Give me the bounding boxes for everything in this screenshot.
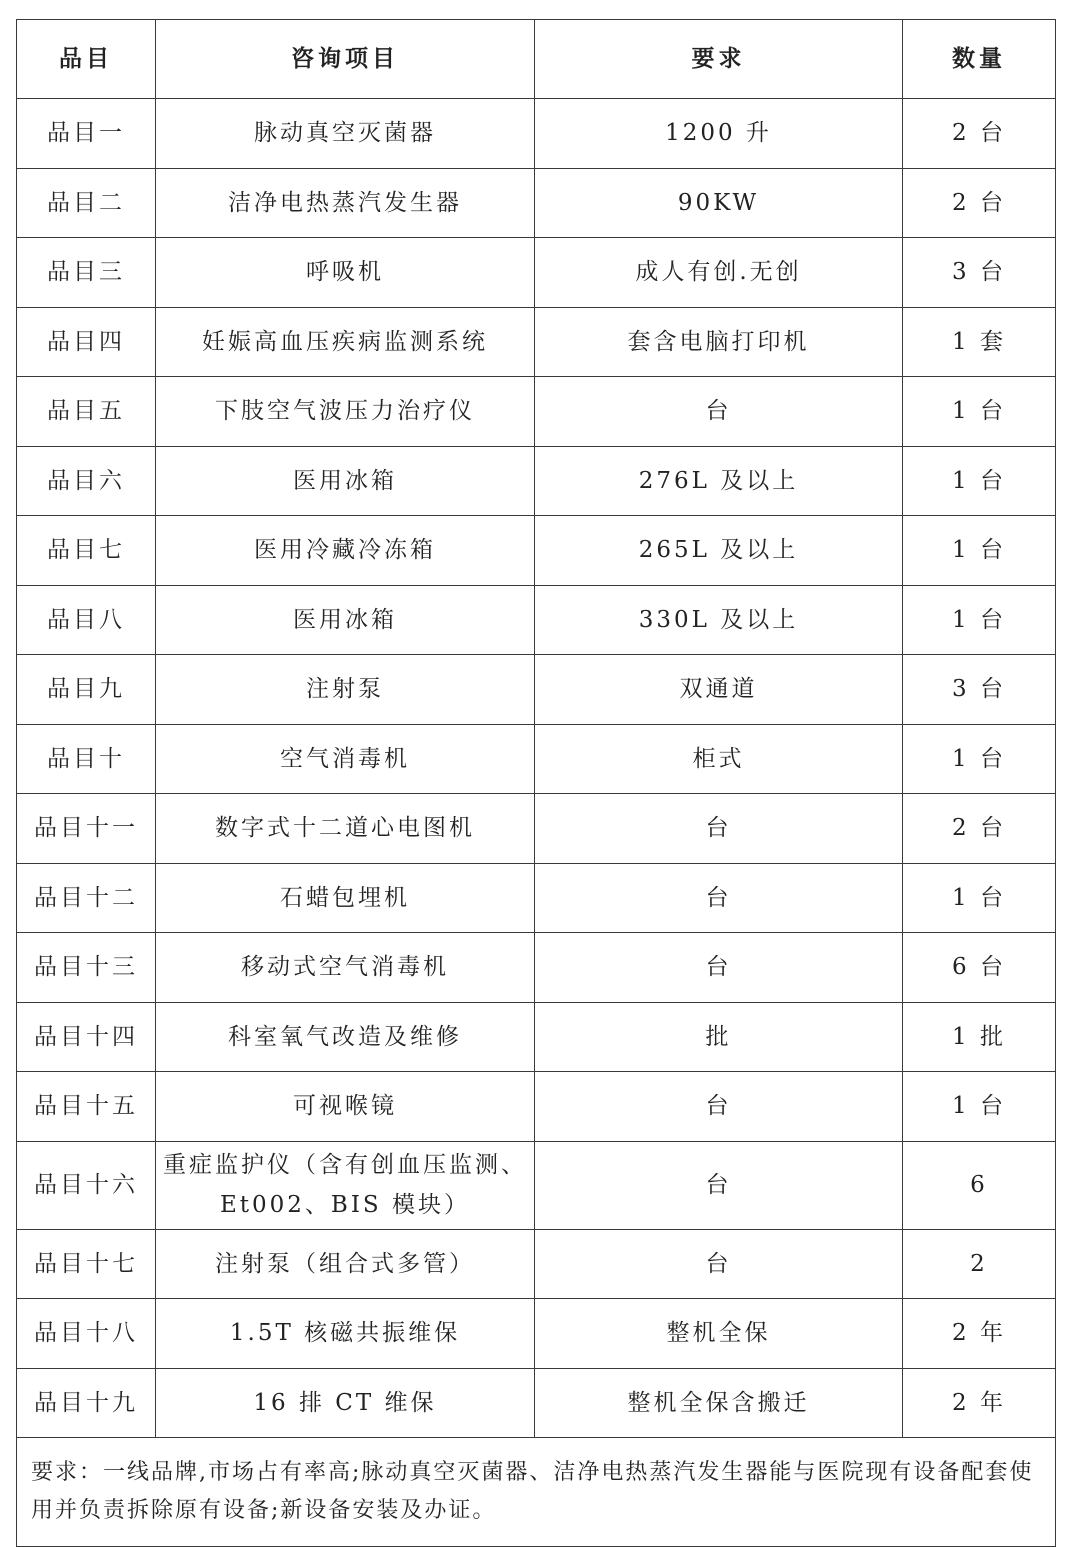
- requirements-note: 要求：一线品牌,市场占有率高;脉动真空灭菌器、洁净电热蒸汽发生器能与医院现有设备配套使用并负责拆除原有设备;新设备安装及办证。: [17, 1438, 1056, 1547]
- cell-project: 脉动真空灭菌器: [156, 99, 535, 169]
- table-row: [17, 307, 1056, 377]
- cell-quantity: 6: [903, 1141, 1056, 1229]
- cell-project-line2: Et002、BIS 模块）: [220, 1192, 470, 1218]
- cell-project: 医用冷藏冷冻箱: [156, 516, 535, 586]
- table-header-row: [17, 20, 1056, 99]
- cell-quantity: 1 套: [903, 307, 1056, 377]
- cell-item: 品目十五: [17, 1072, 156, 1142]
- cell-quantity: 1 台: [903, 863, 1056, 933]
- cell-item: 品目十三: [17, 933, 156, 1003]
- cell-project: 16 排 CT 维保: [156, 1368, 535, 1438]
- table-row: [17, 168, 1056, 238]
- cell-requirement: 台: [535, 1072, 903, 1142]
- cell-quantity: 3 台: [903, 238, 1056, 308]
- table-row: [17, 1002, 1056, 1072]
- cell-quantity: 2 年: [903, 1368, 1056, 1438]
- cell-item: 品目九: [17, 655, 156, 725]
- cell-requirement: 330L 及以上: [535, 585, 903, 655]
- cell-requirement: 双通道: [535, 655, 903, 725]
- cell-quantity: 1 台: [903, 585, 1056, 655]
- cell-item: 品目十二: [17, 863, 156, 933]
- cell-item: 品目八: [17, 585, 156, 655]
- cell-requirement: 265L 及以上: [535, 516, 903, 586]
- cell-quantity: 1 台: [903, 724, 1056, 794]
- cell-item: 品目十六: [17, 1141, 156, 1229]
- table-row: [17, 99, 1056, 169]
- cell-quantity: 1 台: [903, 446, 1056, 516]
- cell-project: 数字式十二道心电图机: [156, 794, 535, 864]
- cell-project: 医用冰箱: [156, 446, 535, 516]
- cell-project: 科室氧气改造及维修: [156, 1002, 535, 1072]
- requirements-sheet: [16, 19, 1055, 1547]
- header-quantity: 数量: [903, 20, 1056, 99]
- cell-project: 移动式空气消毒机: [156, 933, 535, 1003]
- cell-requirement: 套含电脑打印机: [535, 307, 903, 377]
- cell-quantity: 2 年: [903, 1299, 1056, 1369]
- cell-requirement: 台: [535, 933, 903, 1003]
- cell-item: 品目十九: [17, 1368, 156, 1438]
- cell-project: 石蜡包埋机: [156, 863, 535, 933]
- table-row: [17, 863, 1056, 933]
- cell-project: [156, 1141, 535, 1229]
- cell-requirement: 1200 升: [535, 99, 903, 169]
- header-item: 品目: [17, 20, 156, 99]
- cell-project: 下肢空气波压力治疗仪: [156, 377, 535, 447]
- table-row: [17, 1072, 1056, 1142]
- cell-project-line1: 重症监护仪（含有创血压监测、: [163, 1152, 527, 1178]
- table-row: [17, 516, 1056, 586]
- table-row: [17, 238, 1056, 308]
- cell-quantity: 1 台: [903, 1072, 1056, 1142]
- cell-item: 品目十一: [17, 794, 156, 864]
- cell-requirement: 台: [535, 863, 903, 933]
- table-row: [17, 585, 1056, 655]
- cell-project: 可视喉镜: [156, 1072, 535, 1142]
- cell-quantity: 2 台: [903, 168, 1056, 238]
- cell-quantity: 3 台: [903, 655, 1056, 725]
- cell-project: 妊娠高血压疾病监测系统: [156, 307, 535, 377]
- cell-requirement: 整机全保含搬迁: [535, 1368, 903, 1438]
- procurement-table: [16, 19, 1056, 1547]
- cell-quantity: 6 台: [903, 933, 1056, 1003]
- cell-item: 品目六: [17, 446, 156, 516]
- cell-quantity: 2: [903, 1229, 1056, 1299]
- cell-requirement: 台: [535, 1141, 903, 1229]
- cell-project: 注射泵（组合式多管）: [156, 1229, 535, 1299]
- cell-item: 品目十: [17, 724, 156, 794]
- cell-project: 洁净电热蒸汽发生器: [156, 168, 535, 238]
- cell-project: 空气消毒机: [156, 724, 535, 794]
- cell-item: 品目五: [17, 377, 156, 447]
- cell-quantity: 1 台: [903, 516, 1056, 586]
- cell-project: 医用冰箱: [156, 585, 535, 655]
- header-requirement: 要求: [535, 20, 903, 99]
- table-row: [17, 933, 1056, 1003]
- table-row: [17, 1368, 1056, 1438]
- table-row: [17, 655, 1056, 725]
- cell-item: 品目十七: [17, 1229, 156, 1299]
- table-row: [17, 1229, 1056, 1299]
- cell-quantity: 1 批: [903, 1002, 1056, 1072]
- table-row: [17, 724, 1056, 794]
- header-project: 咨询项目: [156, 20, 535, 99]
- cell-requirement: 台: [535, 1229, 903, 1299]
- table-row: [17, 1141, 1056, 1229]
- cell-project: 注射泵: [156, 655, 535, 725]
- cell-quantity: 2 台: [903, 99, 1056, 169]
- cell-item: 品目十四: [17, 1002, 156, 1072]
- cell-project: 呼吸机: [156, 238, 535, 308]
- table-row: [17, 1299, 1056, 1369]
- cell-requirement: 批: [535, 1002, 903, 1072]
- cell-item: 品目二: [17, 168, 156, 238]
- cell-requirement: 90KW: [535, 168, 903, 238]
- cell-item: 品目十八: [17, 1299, 156, 1369]
- table-row: [17, 794, 1056, 864]
- cell-requirement: 276L 及以上: [535, 446, 903, 516]
- cell-requirement: 台: [535, 794, 903, 864]
- table-row: [17, 446, 1056, 516]
- cell-requirement: 台: [535, 377, 903, 447]
- cell-quantity: 1 台: [903, 377, 1056, 447]
- cell-item: 品目七: [17, 516, 156, 586]
- cell-project: 1.5T 核磁共振维保: [156, 1299, 535, 1369]
- cell-item: 品目一: [17, 99, 156, 169]
- cell-requirement: 成人有创.无创: [535, 238, 903, 308]
- cell-requirement: 柜式: [535, 724, 903, 794]
- note-row: [17, 1438, 1056, 1547]
- cell-requirement: 整机全保: [535, 1299, 903, 1369]
- cell-item: 品目三: [17, 238, 156, 308]
- table-row: [17, 377, 1056, 447]
- cell-item: 品目四: [17, 307, 156, 377]
- cell-quantity: 2 台: [903, 794, 1056, 864]
